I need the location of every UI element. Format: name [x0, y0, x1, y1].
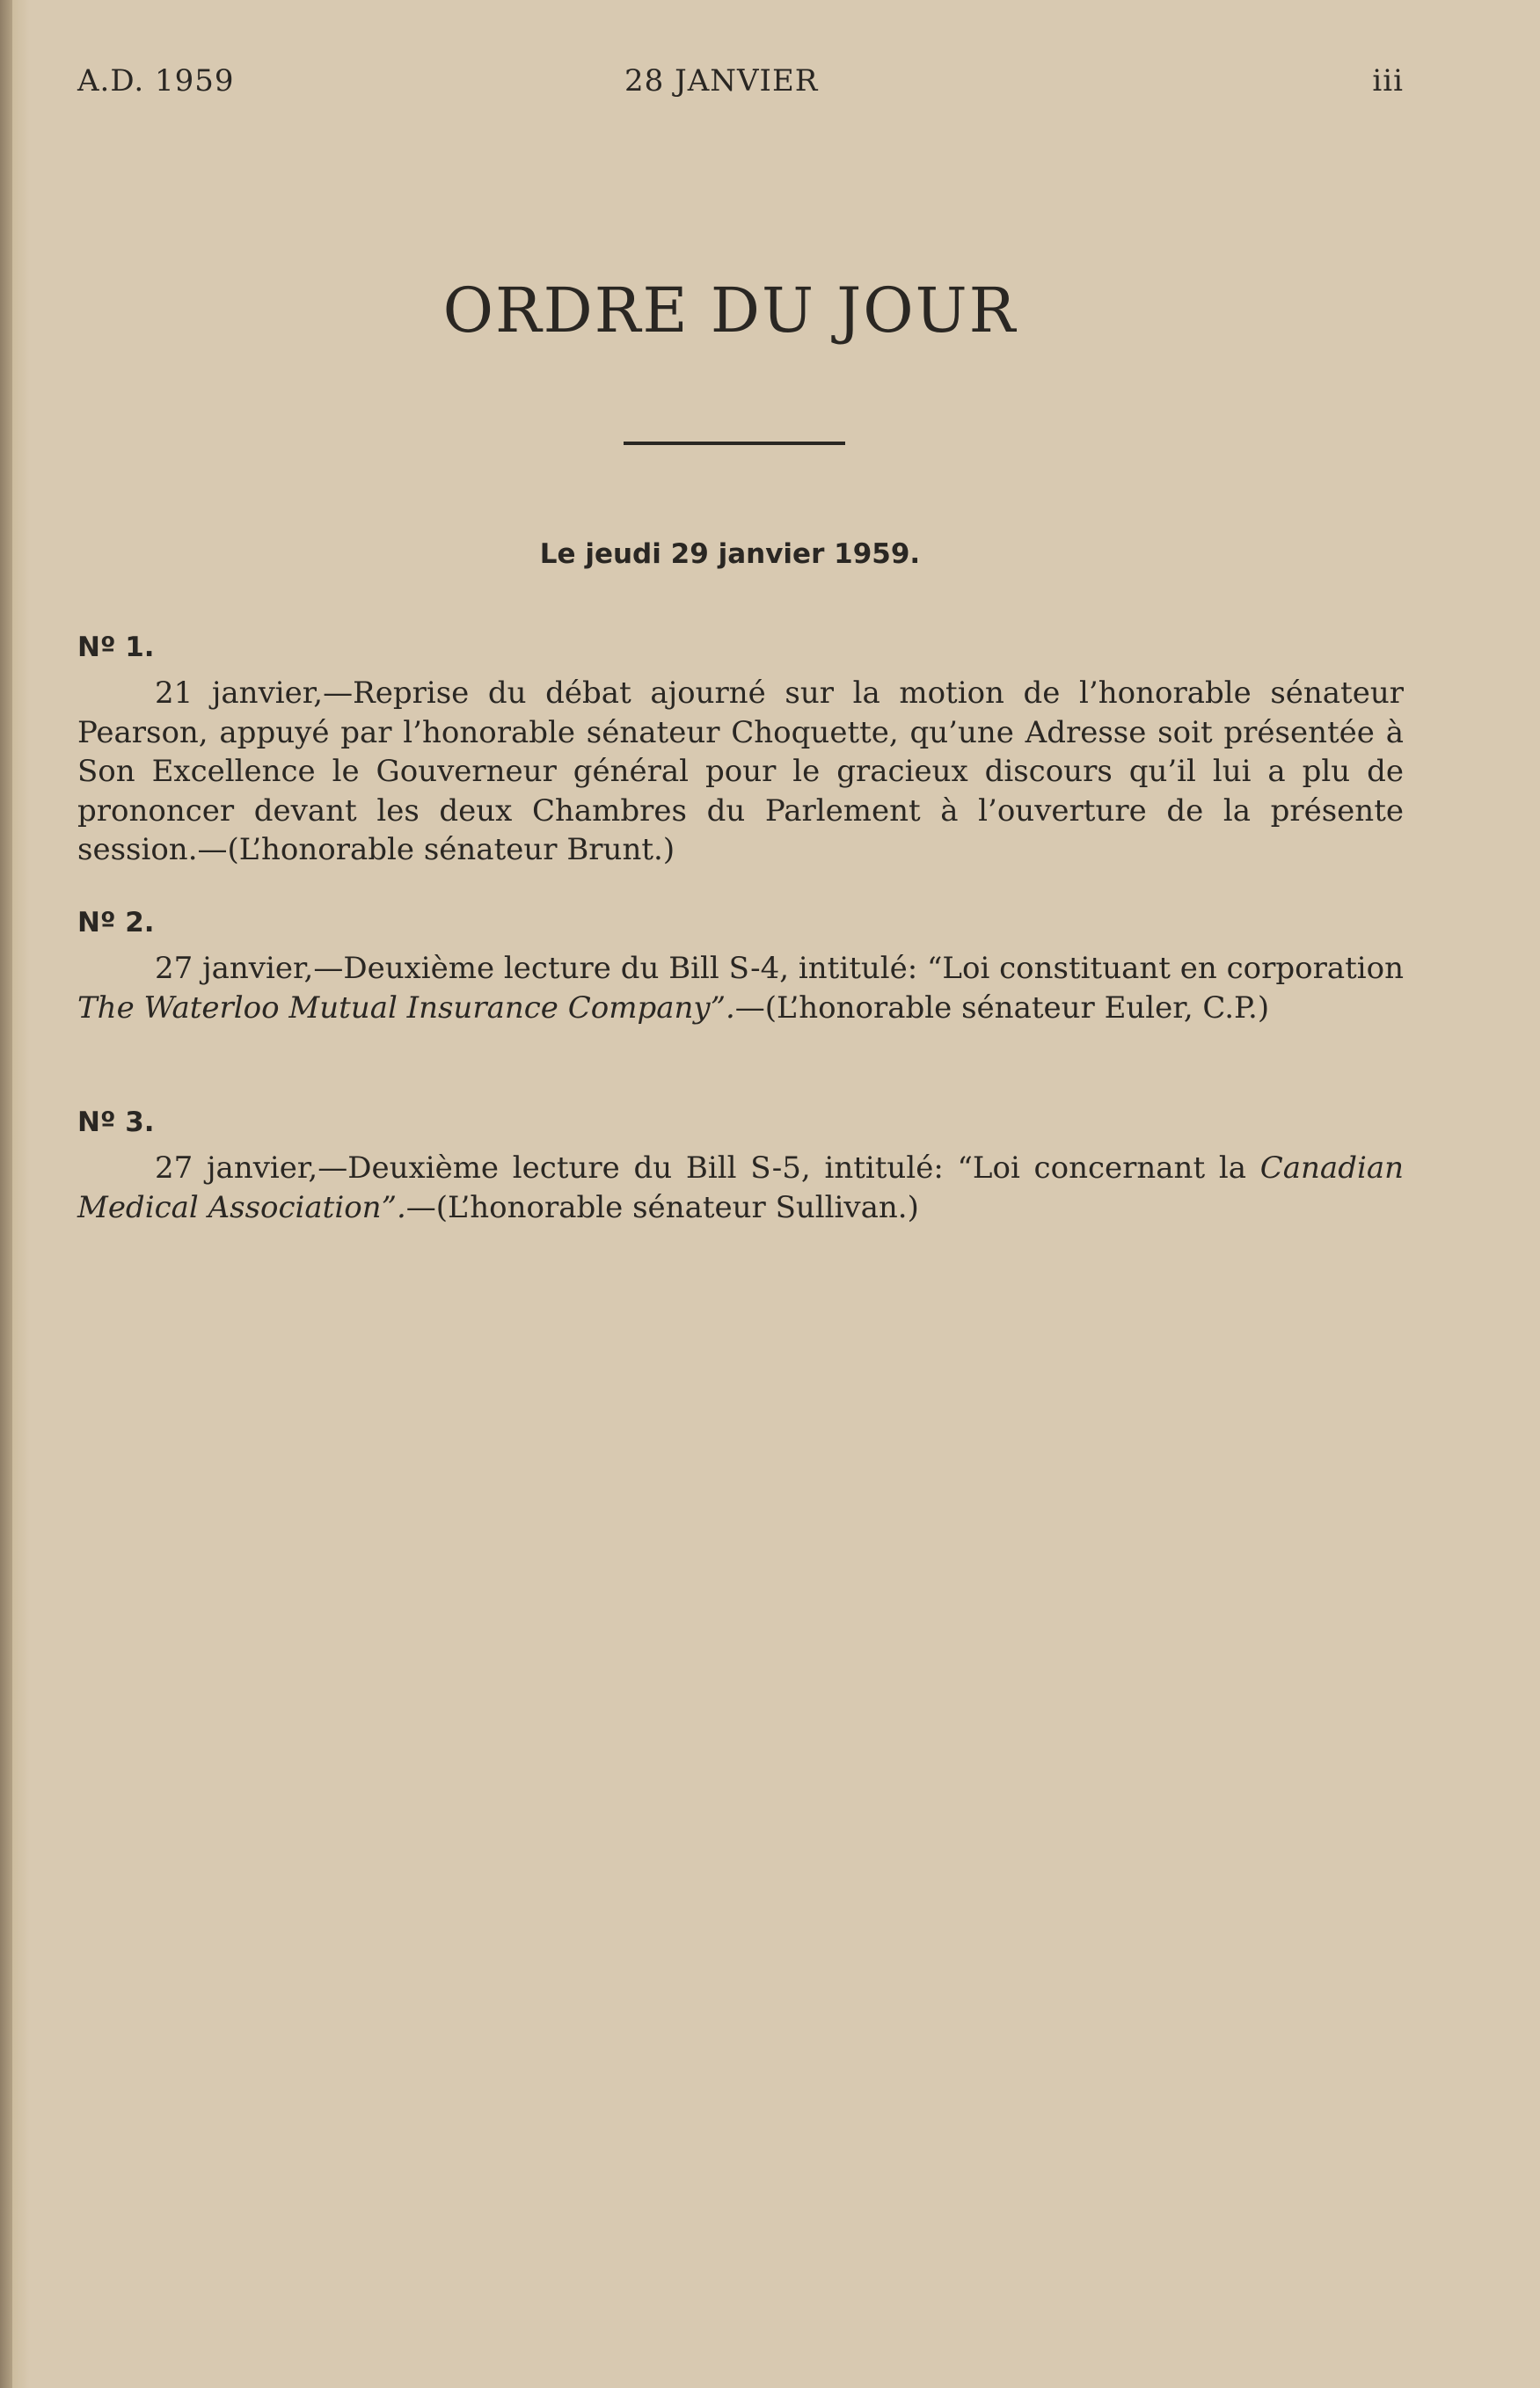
page-number: iii	[1372, 63, 1404, 99]
order-item-1	[77, 632, 1404, 870]
header-year: A.D. 1959	[77, 63, 235, 99]
order-item-text-start: 27 janvier,—Deuxième lecture du Bill S-4, intitulé: “Loi constituant en corporation	[155, 951, 1404, 986]
order-item-number: Nº 3.	[77, 1106, 155, 1138]
header-date: 28 JANVIER	[624, 63, 819, 99]
title-divider	[624, 442, 845, 445]
page-title: ORDRE DU JOUR	[442, 274, 1018, 347]
bill-title-italic: The Waterloo Mutual Insurance Company”.	[77, 990, 735, 1026]
order-item-text	[77, 1149, 1404, 1227]
order-item-number: Nº 1.	[77, 632, 155, 663]
order-item-text-end: —(L’honorable sénateur Euler, C.P.)	[734, 990, 1270, 1026]
page-binding-edge	[0, 0, 12, 2388]
order-item-text: 21 janvier,—Reprise du débat ajourné sur la motion de l’honorable sénateur Pearson, appuyé par l’honorable sénateur Choquette, qu’une Adresse soit présentée à Son Excellence le Gouverneur général pour le gracieux discours qu’il lui a plu de prononcer devant les deux Chambres du Parlement à l’ouverture de la présente session.—(L’honorable sénateur Brunt.)	[77, 676, 1404, 867]
order-item-2	[77, 907, 1404, 1027]
running-head	[77, 63, 1404, 107]
order-item-text	[77, 949, 1404, 1027]
bill-title-italic: Canadian Medical Association”.	[77, 1150, 1404, 1225]
order-item-text-start: 27 janvier,—Deuxième lecture du Bill S-5, intitulé: “Loi concernant la	[155, 1150, 1260, 1186]
order-item-3	[77, 1106, 1404, 1227]
order-item-number: Nº 2.	[77, 907, 155, 938]
order-item-text-end: —(L’honorable sénateur Sullivan.)	[405, 1189, 919, 1225]
session-date: Le jeudi 29 janvier 1959.	[539, 538, 921, 570]
